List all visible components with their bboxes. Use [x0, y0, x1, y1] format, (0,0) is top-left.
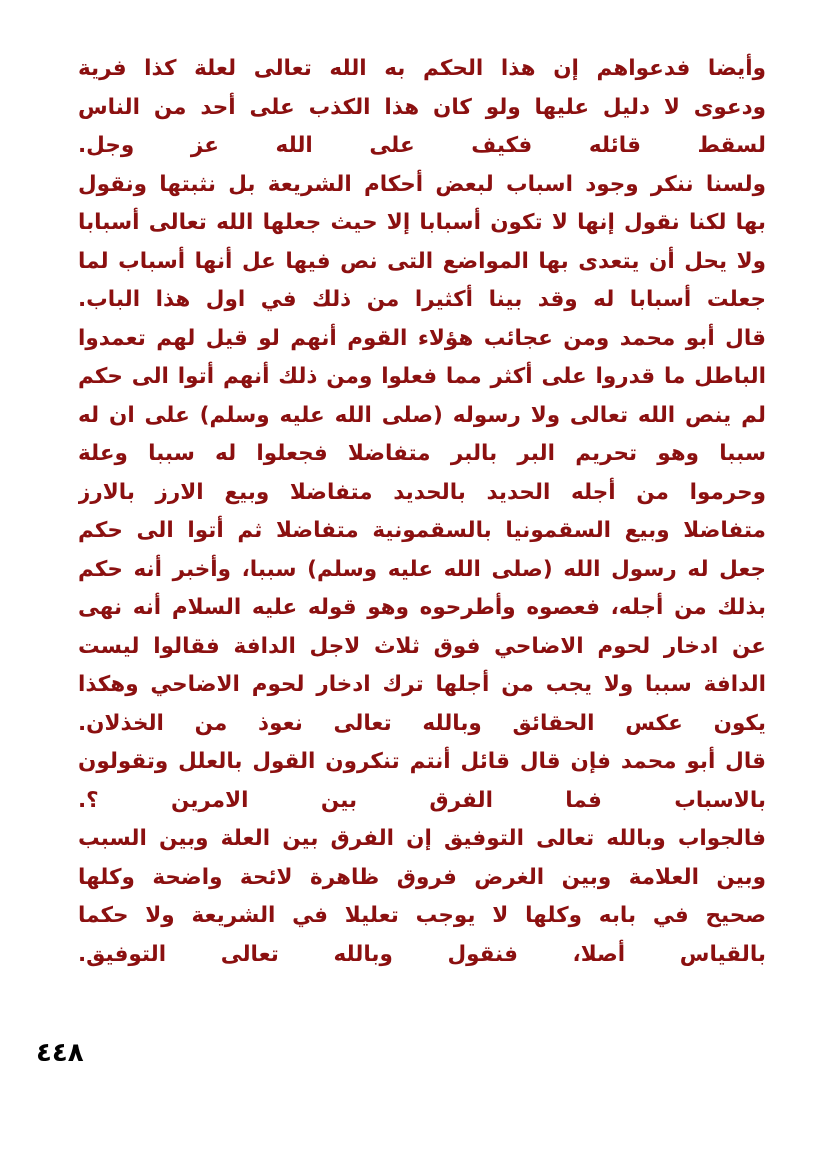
- text-line: سببا وهو تحريم البر بالبر متفاضلا فجعلوا له سببا وعلة: [78, 441, 766, 466]
- text-line: ولا يحل أن يتعدى بها المواضع التى نص فيها عل أنها أسباب لما: [78, 248, 766, 274]
- text-line: وأيضا فدعواهم إن هذا الحكم به الله تعالى لعلة كذا فرية: [78, 56, 766, 81]
- text-line: وحرموا من أجله الحديد بالحديد متفاضلا وبيع الارز بالارز: [78, 479, 766, 505]
- body-text: [78, 50, 766, 974]
- text-line: صحيح في بابه وكلها لا يوجب تعليلا في الشريعة ولا حكما: [78, 903, 766, 928]
- text-line: بها لكنا نقول إنها لا تكون أسبابا إلا حيث جعلها الله تعالى أسبابا: [78, 210, 766, 235]
- text-line: بذلك من أجله، فعصوه وأطرحوه وهو قوله عليه السلام أنه نهى: [78, 595, 766, 620]
- text-line: عن ادخار لحوم الاضاحي فوق ثلاث لاجل الدافة فقالوا ليست: [78, 633, 766, 659]
- text-line: بالقياس أصلا، فنقول وبالله تعالى التوفيق.: [78, 941, 766, 967]
- text-line: ولسنا ننكر وجود اسباب لبعض أحكام الشريعة بل نثبتها ونقول: [78, 171, 766, 197]
- text-line: يكون عكس الحقائق وبالله تعالى نعوذ من الخذلان.: [78, 710, 766, 736]
- text-line: فالجواب وبالله تعالى التوفيق إن الفرق بين العلة وبين السبب: [78, 826, 766, 851]
- text-line: بالاسباب فما الفرق بين الامرين ؟.: [78, 787, 766, 813]
- text-line: لم ينص الله تعالى ولا رسوله (صلى الله عليه وسلم) على ان له: [78, 402, 766, 428]
- text-line: ودعوى لا دليل عليها ولو كان هذا الكذب على أحد من الناس: [78, 94, 766, 120]
- page-number: ٤٤٨: [36, 1038, 84, 1068]
- text-line: الدافة سببا ولا يجب من أجلها ترك ادخار لحوم الاضاحي وهكذا: [78, 672, 766, 697]
- text-line: متفاضلا وبيع السقمونيا بالسقمونية متفاضلا ثم أتوا الى حكم: [78, 518, 766, 543]
- text-line: جعلت أسبابا له وقد بينا أكثيرا من ذلك في اول هذا الباب.: [78, 287, 766, 312]
- text-line: قال أبو محمد ومن عجائب هؤلاء القوم أنهم لو قيل لهم تعمدوا: [78, 325, 766, 351]
- text-line: قال أبو محمد فإن قال قائل أنتم تنكرون القول بالعلل وتقولون: [78, 749, 766, 774]
- text-line: الباطل ما قدروا على أكثر مما فعلوا ومن ذلك أنهم أتوا الى حكم: [78, 364, 766, 389]
- text-line: لسقط قائله فكيف على الله عز وجل.: [78, 133, 766, 158]
- text-line: وبين العلامة وبين الغرض فروق ظاهرة لائحة واضحة وكلها: [78, 864, 766, 890]
- text-line: جعل له رسول الله (صلى الله عليه وسلم) سببا، وأخبر أنه حكم: [78, 556, 766, 582]
